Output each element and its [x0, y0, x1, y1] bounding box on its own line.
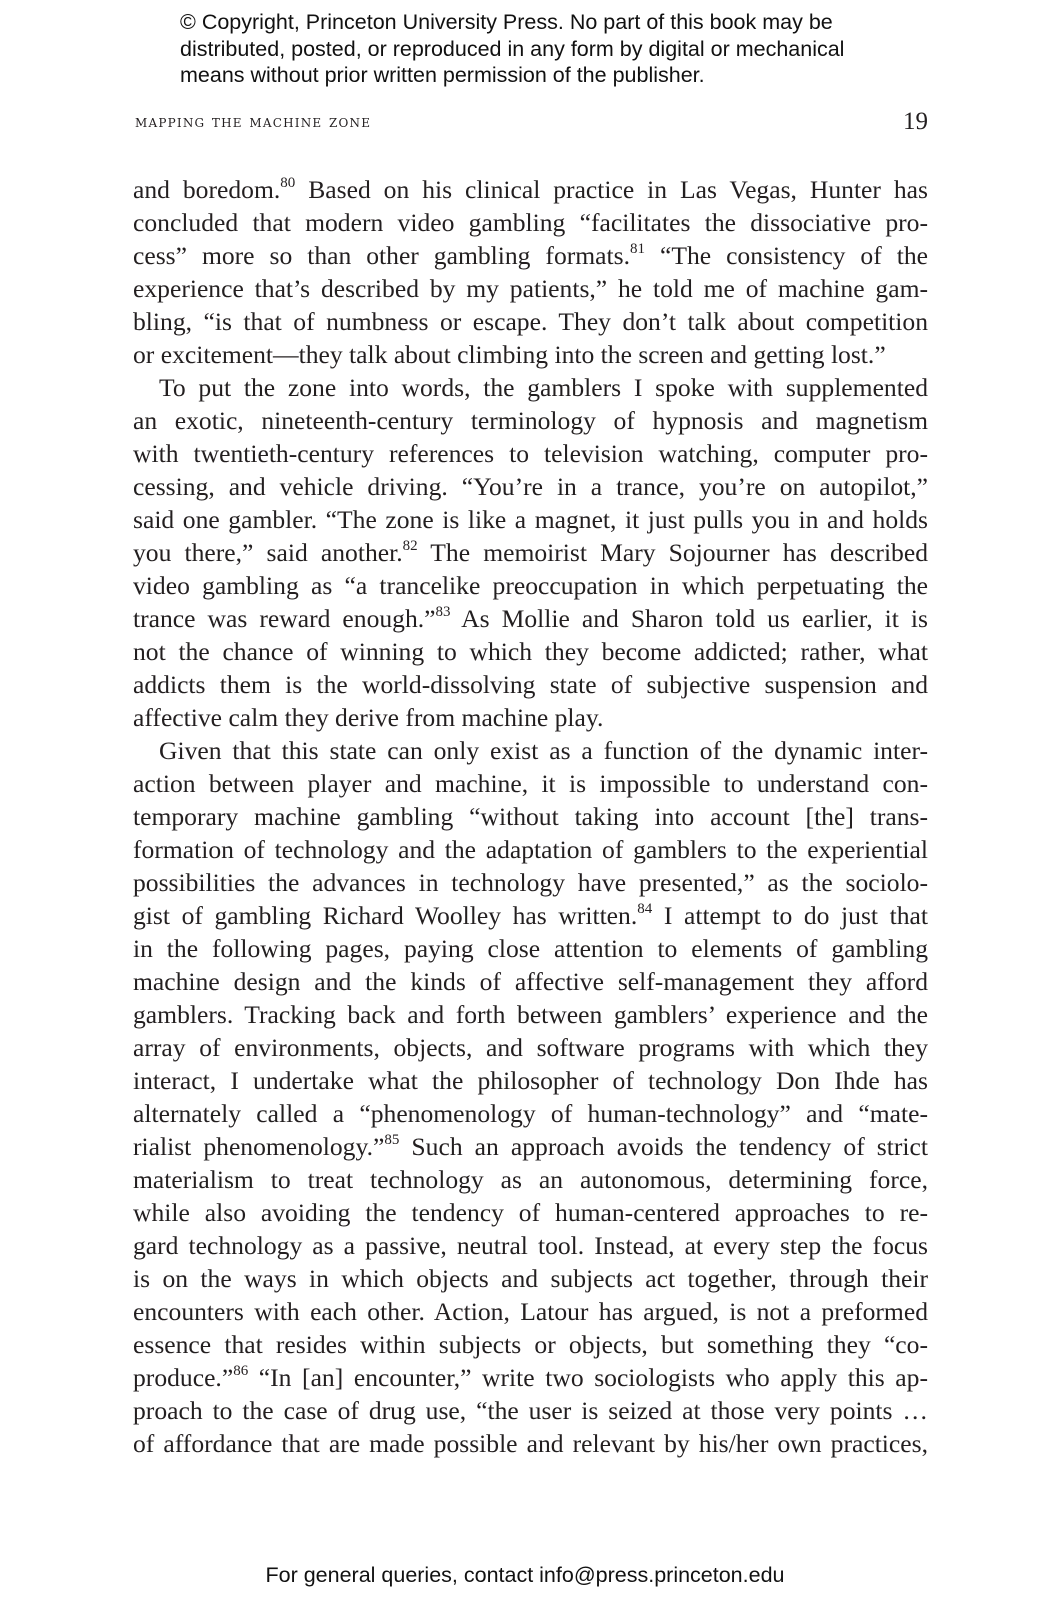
text-line	[133, 173, 928, 206]
copyright-line: means without prior written permission of the publisher.	[180, 63, 705, 87]
text-line	[133, 998, 928, 1031]
text-line	[133, 701, 928, 734]
text-segment: machine design and the kinds of affective self-management they afford	[133, 967, 928, 996]
text-segment: gard technology as a passive, neutral tool. Instead, at every step the focus	[133, 1231, 928, 1260]
text-segment: The memoirist Mary Sojourner has described	[417, 538, 929, 567]
text-segment: with twentieth-century references to television watching, computer pro-	[133, 439, 928, 468]
text-segment: of affordance that are made possible and relevant by his/her own practices,	[133, 1429, 928, 1458]
text-segment: or excitement—they talk about climbing into the screen and getting lost.”	[133, 340, 886, 369]
text-line	[133, 1295, 928, 1328]
text-segment: Based on his clinical practice in Las Vegas, Hunter has	[295, 175, 928, 204]
text-line	[133, 1361, 928, 1394]
text-segment: formation of technology and the adaptation of gamblers to the experiential	[133, 835, 928, 864]
footnote-ref[interactable]: 83	[435, 604, 451, 620]
text-segment: produce.”	[133, 1363, 234, 1392]
text-line	[133, 602, 928, 635]
text-line	[133, 965, 928, 998]
text-segment: “In [an] encounter,” write two sociologists who apply this ap-	[248, 1363, 928, 1392]
text-line	[133, 1262, 928, 1295]
text-segment: encounters with each other. Action, Latour has argued, is not a preformed	[133, 1297, 928, 1326]
text-line	[133, 305, 928, 338]
footnote-ref[interactable]: 80	[280, 175, 296, 191]
copyright-notice	[180, 9, 940, 89]
text-line	[133, 1229, 928, 1262]
text-segment: gist of gambling Richard Woolley has written.	[133, 901, 638, 930]
text-line	[133, 767, 928, 800]
footnote-ref[interactable]: 86	[233, 1363, 249, 1379]
text-segment: concluded that modern video gambling “facilitates the dissociative pro-	[133, 208, 928, 237]
text-segment: temporary machine gambling “without taking into account [the] trans-	[133, 802, 928, 831]
text-line	[133, 1163, 928, 1196]
text-segment: materialism to treat technology as an autonomous, determining force,	[133, 1165, 928, 1194]
text-segment: gamblers. Tracking back and forth between gamblers’ experience and the	[133, 1000, 928, 1029]
text-line	[133, 569, 928, 602]
text-segment: you there,” said another.	[133, 538, 403, 567]
text-line	[133, 1097, 928, 1130]
footer-contact: For general queries, contact info@press.princeton.edu	[265, 1563, 785, 1587]
text-segment: action between player and machine, it is impossible to understand con-	[133, 769, 928, 798]
page-number: 19	[903, 108, 928, 135]
text-line	[133, 1064, 928, 1097]
text-segment: in the following pages, paying close attention to elements of gambling	[133, 934, 928, 963]
text-segment: rialist phenomenology.”	[133, 1132, 385, 1161]
footnote-ref[interactable]: 85	[384, 1132, 400, 1148]
text-segment: I attempt to do just that	[652, 901, 929, 930]
text-line	[133, 272, 928, 305]
text-segment: is on the ways in which objects and subjects act together, through their	[133, 1264, 928, 1293]
text-segment: bling, “is that of numbness or escape. They don’t talk about competition	[133, 307, 928, 336]
text-line	[133, 470, 928, 503]
text-line	[133, 932, 928, 965]
text-segment: an exotic, nineteenth-century terminology of hypnosis and magnetism	[133, 406, 928, 435]
text-segment: “The consistency of the	[645, 241, 928, 270]
footnote-ref[interactable]: 84	[637, 901, 653, 917]
text-line	[133, 800, 928, 833]
body-text	[133, 173, 928, 1460]
text-segment: trance was reward enough.”	[133, 604, 436, 633]
text-segment: alternately called a “phenomenology of human-technology” and “mate-	[133, 1099, 928, 1128]
text-segment: and boredom.	[133, 175, 281, 204]
footnote-ref[interactable]: 82	[402, 538, 418, 554]
copyright-line: © Copyright, Princeton University Press. No part of this book may be	[180, 10, 833, 34]
text-segment: possibilities the advances in technology have presented,” as the sociolo-	[133, 868, 928, 897]
text-line	[133, 668, 928, 701]
text-line	[133, 437, 928, 470]
text-segment: essence that resides within subjects or objects, but something they “co-	[133, 1330, 928, 1359]
text-line	[133, 338, 928, 371]
text-segment: not the chance of winning to which they become addicted; rather, what	[133, 637, 928, 666]
text-line	[133, 734, 928, 767]
text-line	[133, 1328, 928, 1361]
text-segment: said one gambler. “The zone is like a magnet, it just pulls you in and holds	[133, 505, 928, 534]
text-segment: Such an approach avoids the tendency of strict	[399, 1132, 928, 1161]
text-segment: cessing, and vehicle driving. “You’re in a trance, you’re on autopilot,”	[133, 472, 928, 501]
text-line	[133, 206, 928, 239]
text-line	[133, 866, 928, 899]
text-segment: As Mollie and Sharon told us earlier, it is	[450, 604, 928, 633]
text-line	[133, 239, 928, 272]
text-line	[133, 1031, 928, 1064]
text-line	[133, 1427, 928, 1460]
text-segment: experience that’s described by my patients,” he told me of machine gam-	[133, 274, 928, 303]
text-line	[133, 833, 928, 866]
text-segment: addicts them is the world-dissolving state of subjective suspension and	[133, 670, 928, 699]
text-line	[133, 899, 928, 932]
text-segment: array of environments, objects, and software programs with which they	[133, 1033, 928, 1062]
text-segment: cess” more so than other gambling formats.	[133, 241, 630, 270]
text-segment: proach to the case of drug use, “the user is seized at those very points …	[133, 1396, 928, 1425]
text-line	[133, 503, 928, 536]
running-head: mapping the machine zone	[135, 112, 372, 132]
footnote-ref[interactable]: 81	[630, 241, 645, 257]
text-segment: Given that this state can only exist as a function of the dynamic inter-	[159, 736, 928, 765]
copyright-line: distributed, posted, or reproduced in any form by digital or mechanical	[180, 36, 845, 61]
text-line	[133, 536, 928, 569]
text-line	[133, 635, 928, 668]
text-segment: video gambling as “a trancelike preoccupation in which perpetuating the	[133, 571, 928, 600]
text-line	[133, 371, 928, 404]
text-line	[133, 1196, 928, 1229]
text-segment: affective calm they derive from machine play.	[133, 703, 604, 732]
text-segment: interact, I undertake what the philosopher of technology Don Ihde has	[133, 1066, 928, 1095]
text-segment: while also avoiding the tendency of human-centered approaches to re-	[133, 1198, 928, 1227]
text-line	[133, 1130, 928, 1163]
text-line	[133, 1394, 928, 1427]
text-segment: To put the zone into words, the gamblers I spoke with supplemented	[159, 373, 928, 402]
text-line	[133, 404, 928, 437]
